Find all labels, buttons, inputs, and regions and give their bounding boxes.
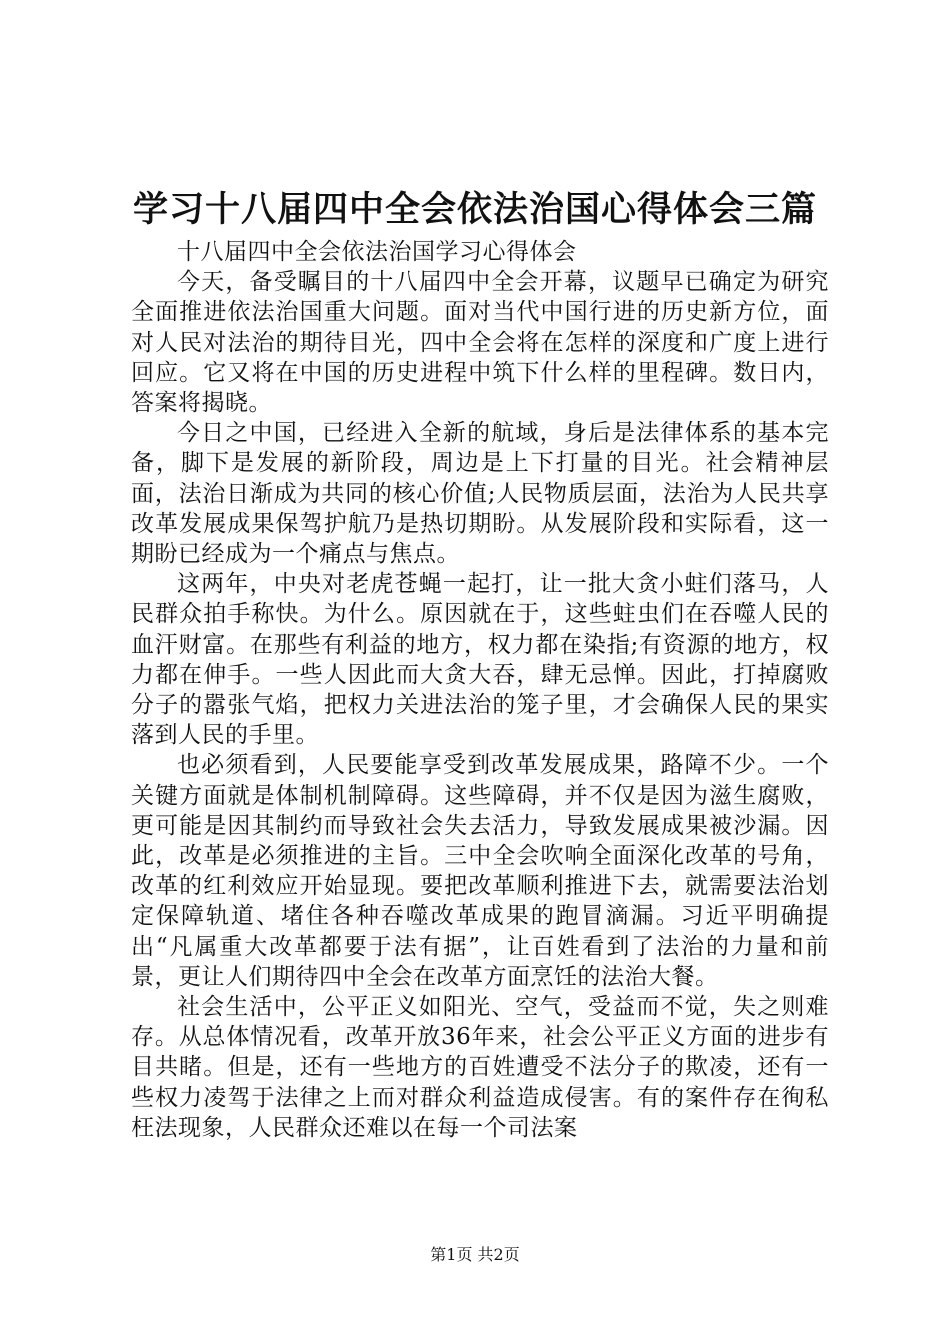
document-title: 学习十八届四中全会依法治国心得体会三篇 [132,189,817,230]
page-footer: 第1页 共2页 [430,1245,520,1264]
paragraph: 这两年，中央对老虎苍蝇一起打，让一批大贪小蛀们落马，人民群众拍手称快。为什么。原因就在于，这些蛀虫们在吞噬人民的血汗财富。在那些有利益的地方，权力都在染指;有资源的地方，权力都在伸手。一些人因此而大贪大吞，肆无忌惮。因此，打掉腐败分子的嚣张气焰，把权力关进法治的笼子里，才会确保人民的果实落到人民的手里。 [131,571,829,749]
paragraph: 今日之中国，已经进入全新的航域，身后是法律体系的基本完备，脚下是发展的新阶段，周边是上下打量的目光。社会精神层面，法治日渐成为共同的核心价值;人民物质层面，法治为人民共享改革发展成果保驾护航乃是热切期盼。从发展阶段和实际看，这一期盼已经成为一个痛点与焦点。 [131,420,829,568]
paragraph: 也必须看到，人民要能享受到改革发展成果，路障不少。一个关键方面就是体制机制障碍。这些障碍，并不仅是因为滋生腐败，更可能是因其制约而导致社会失去活力，导致发展成果被沙漏。因此，改革是必须推进的主旨。三中全会吹响全面深化改革的号角，改革的红利效应开始显现。要把改革顺利推进下去，就需要法治划定保障轨道、堵住各种吞噬改革成果的跑冒滴漏。习近平明确提出“凡属重大改革都要于法有据”，让百姓看到了法治的力量和前景，更让人们期待四中全会在改革方面烹饪的法治大餐。 [131,752,829,990]
document-body [131,237,829,1143]
document-subtitle: 十八届四中全会依法治国学习心得体会 [177,239,577,265]
paragraph: 社会生活中，公平正义如阳光、空气，受益而不觉，失之则难存。从总体情况看，改革开放36年来，社会公平正义方面的进步有目共睹。但是，还有一些地方的百姓遭受不法分子的欺凌，还有一些权力凌驾于法律之上而对群众利益造成侵害。有的案件存在徇私枉法现象，人民群众还难以在每一个司法案 [131,994,829,1141]
paragraph: 今天，备受瞩目的十八届四中全会开幕，议题早已确定为研究全面推进依法治国重大问题。面对当代中国行进的历史新方位，面对人民对法治的期待目光，四中全会将在怎样的深度和广度上进行回应。它又将在中国的历史进程中筑下什么样的里程碑。数日内，答案将揭晓。 [131,269,829,417]
